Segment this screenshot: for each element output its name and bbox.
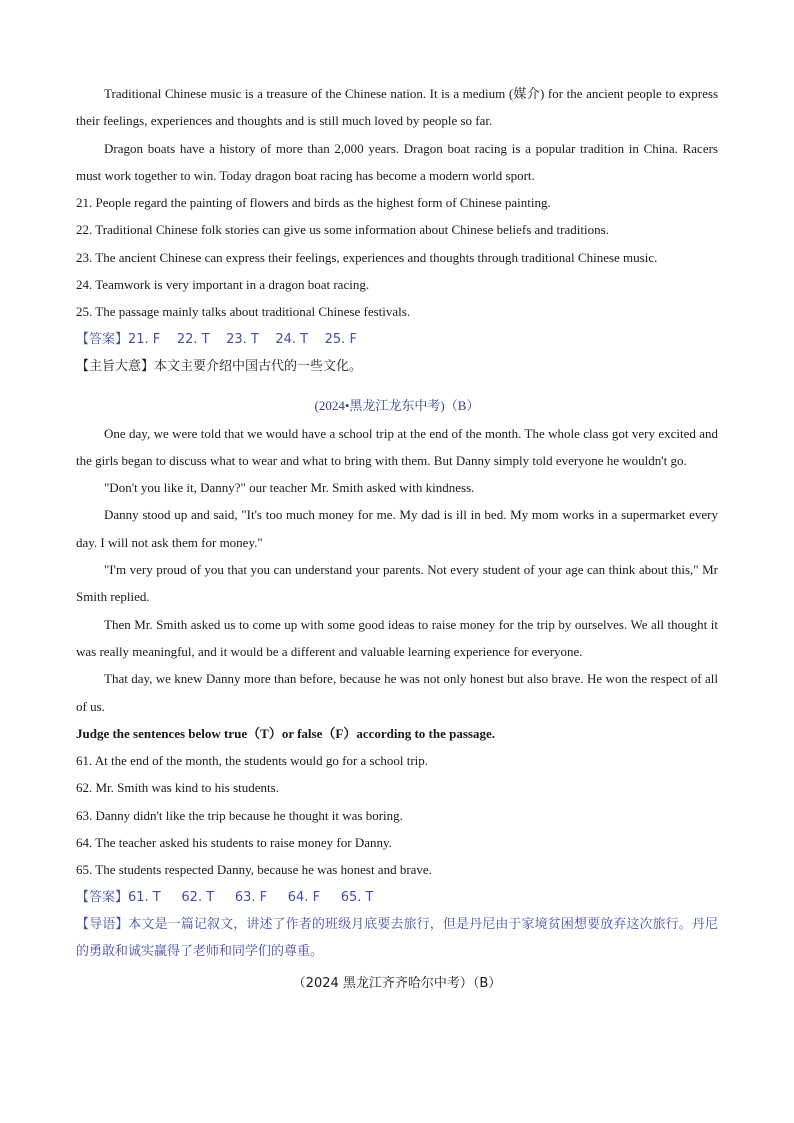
section-b-source: (2024•黑龙江龙东中考)（B） <box>314 398 480 414</box>
question-25: 25. The passage mainly talks about traditional Chinese festivals. <box>76 304 411 320</box>
question-23: 23. The ancient Chinese can express their feelings, experiences and thoughts through traditional Chinese music. <box>76 249 658 265</box>
question-65: 65. The students respected Danny, because he was honest and brave. <box>76 862 432 878</box>
passage-b-paragraph: One day, we were told that we would have a school trip at the end of the month. The whole class got very excited and the girls began to discuss what to wear and what to bring with them. But Danny simply told everyone he wouldn't go. <box>76 425 718 468</box>
answer-key-a: 【答案】21. F 22. T 23. T 24. T 25. F <box>76 331 357 347</box>
passage-b-paragraph: "Don't you like it, Danny?" our teacher Mr. Smith asked with kindness. <box>104 480 475 496</box>
main-idea: 【主旨大意】本文主要介绍中国古代的一些文化。 <box>76 358 363 374</box>
question-64: 64. The teacher asked his students to raise money for Danny. <box>76 835 392 851</box>
question-21: 21. People regard the painting of flowers and birds as the highest form of Chinese painting. <box>76 195 551 211</box>
answer-key-b: 【答案】61. T 62. T 63. F 64. F 65. T <box>76 889 374 905</box>
question-62: 62. Mr. Smith was kind to his students. <box>76 780 279 796</box>
passage-b-paragraph: Then Mr. Smith asked us to come up with some good ideas to raise money for the trip by ourselves. We all thought it was really meaningful, and it would be a different and valuable learning experience for everyone. <box>76 616 718 659</box>
question-22: 22. Traditional Chinese folk stories can give us some information about Chinese beliefs and traditions. <box>76 222 609 238</box>
passage-a-paragraph: Traditional Chinese music is a treasure of the Chinese nation. It is a medium (媒介) for the ancient people to express their feelings, experiences and thoughts and is still much loved by people so far. <box>76 86 718 129</box>
passage-b-paragraph: "I'm very proud of you that you can understand your parents. Not every student of your age can think about this," Mr Smith replied. <box>76 562 718 605</box>
section-c-source: （2024 黑龙江齐齐哈尔中考）（B） <box>292 975 502 991</box>
passage-b-paragraph: That day, we knew Danny more than before, because he was not only honest but also brave. He won the respect of all of us. <box>76 671 718 714</box>
guide-summary: 【导语】本文是一篇记叙文，讲述了作者的班级月底要去旅行，但是丹尼由于家境贫困想要放弃这次旅行。丹尼的勇敢和诚实赢得了老师和同学们的尊重。 <box>76 916 718 960</box>
instruction: Judge the sentences below true（T）or false（F）according to the passage. <box>76 725 495 741</box>
document-page <box>76 80 718 997</box>
question-61: 61. At the end of the month, the students would go for a school trip. <box>76 753 429 769</box>
passage-b-paragraph: Danny stood up and said, "It's too much money for me. My dad is ill in bed. My mom works in a supermarket every day. I will not ask them for money." <box>76 507 718 550</box>
question-63: 63. Danny didn't like the trip because he thought it was boring. <box>76 807 403 823</box>
passage-a-paragraph: Dragon boats have a history of more than 2,000 years. Dragon boat racing is a popular tradition in China. Racers must work together to win. Today dragon boat racing has become a modern world sport. <box>76 140 718 183</box>
question-24: 24. Teamwork is very important in a dragon boat racing. <box>76 277 370 293</box>
